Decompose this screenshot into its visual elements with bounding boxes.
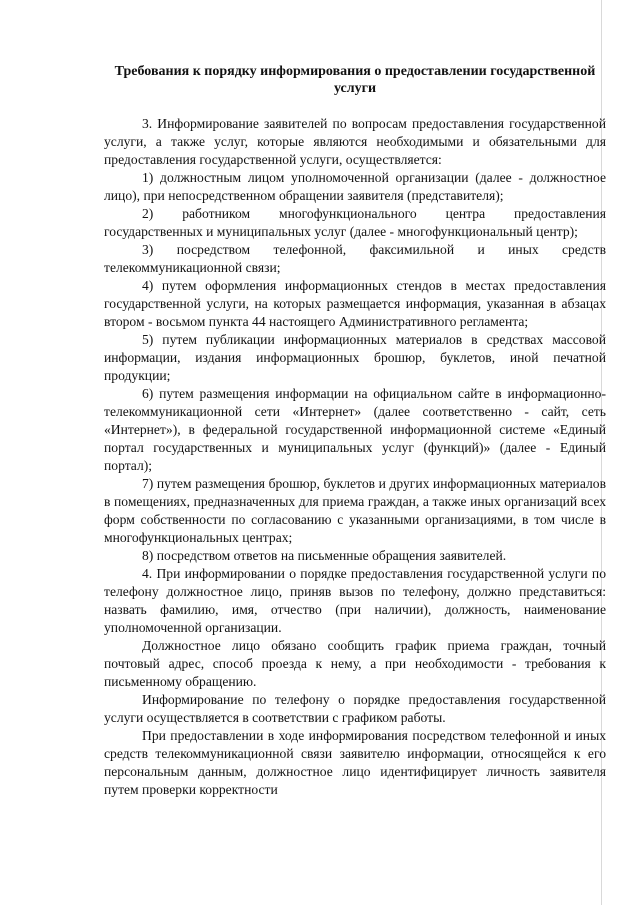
- paragraph-3-item-8: 8) посредством ответов на письменные обращения заявителей.: [142, 548, 507, 563]
- paragraph-3-item-2: 2) работником многофункционального центра предоставления государственных и муниципальных услуг (далее - многофункциональный центр);: [104, 206, 606, 239]
- paragraph-3-item-5: 5) путем публикации информационных материалов в средствах массовой информации, издания информационных брошюр, буклетов, иной печатной продукции;: [104, 332, 606, 383]
- paragraph-4-phone-hours: Информирование по телефону о порядке предоставления государственной услуги осуществляется в соответствии с графиком работы.: [104, 692, 606, 725]
- paragraph-3-item-6: 6) путем размещения информации на официальном сайте в информационно-телекоммуникационной сети «Интернет» (далее соответственно - сайт, сеть «Интернет»), в федеральной государственной информационной системе «Единый портал государственных и муниципальных услуг (функций)» (далее - Единый портал);: [104, 386, 606, 473]
- paragraph-3-item-4: 4) путем оформления информационных стендов в местах предоставления государственной услуги, на которых размещается информация, указанная в абзацах втором - восьмом пункта 44 настоящего Административного регламента;: [104, 278, 606, 329]
- paragraph-3-item-1: 1) должностным лицом уполномоченной организации (далее - должностное лицо), при непосредственном обращении заявителя (представителя);: [104, 170, 606, 203]
- paragraph-3: 3. Информирование заявителей по вопросам предоставления государственной услуги, а также услуг, которые являются необходимыми и обязательными для предоставления государственной услуги, осуществляется:: [104, 116, 606, 167]
- paragraph-4-personal-data: При предоставлении в ходе информирования посредством телефонной и иных средств телекоммуникационной связи заявителю информации, относящейся к его персональным данным, должностное лицо идентифицирует личность заявителя путем проверки корректности: [104, 728, 606, 797]
- paragraph-3-item-3: 3) посредством телефонной, факсимильной и иных средств телекоммуникационной связи;: [104, 242, 606, 275]
- document-body: [104, 115, 606, 799]
- document-title: Требования к порядку информирования о предоставлении государственной услуги: [114, 64, 596, 96]
- paragraph-4: 4. При информировании о порядке предоставления государственной услуги по телефону должностное лицо, приняв вызов по телефону, должно представиться: назвать фамилию, имя, отчество (при наличии), должность, наименование уполномоченной организации.: [104, 566, 606, 635]
- paragraph-4-schedule: Должностное лицо обязано сообщить график приема граждан, точный почтовый адрес, способ проезда к нему, а при необходимости - требования к письменному обращению.: [104, 638, 606, 689]
- paragraph-3-item-7: 7) путем размещения брошюр, буклетов и других информационных материалов в помещениях, предназначенных для приема граждан, а также иных организаций всех форм собственности по согласованию с указанными организациями, в том числе в многофункциональных центрах;: [104, 476, 606, 545]
